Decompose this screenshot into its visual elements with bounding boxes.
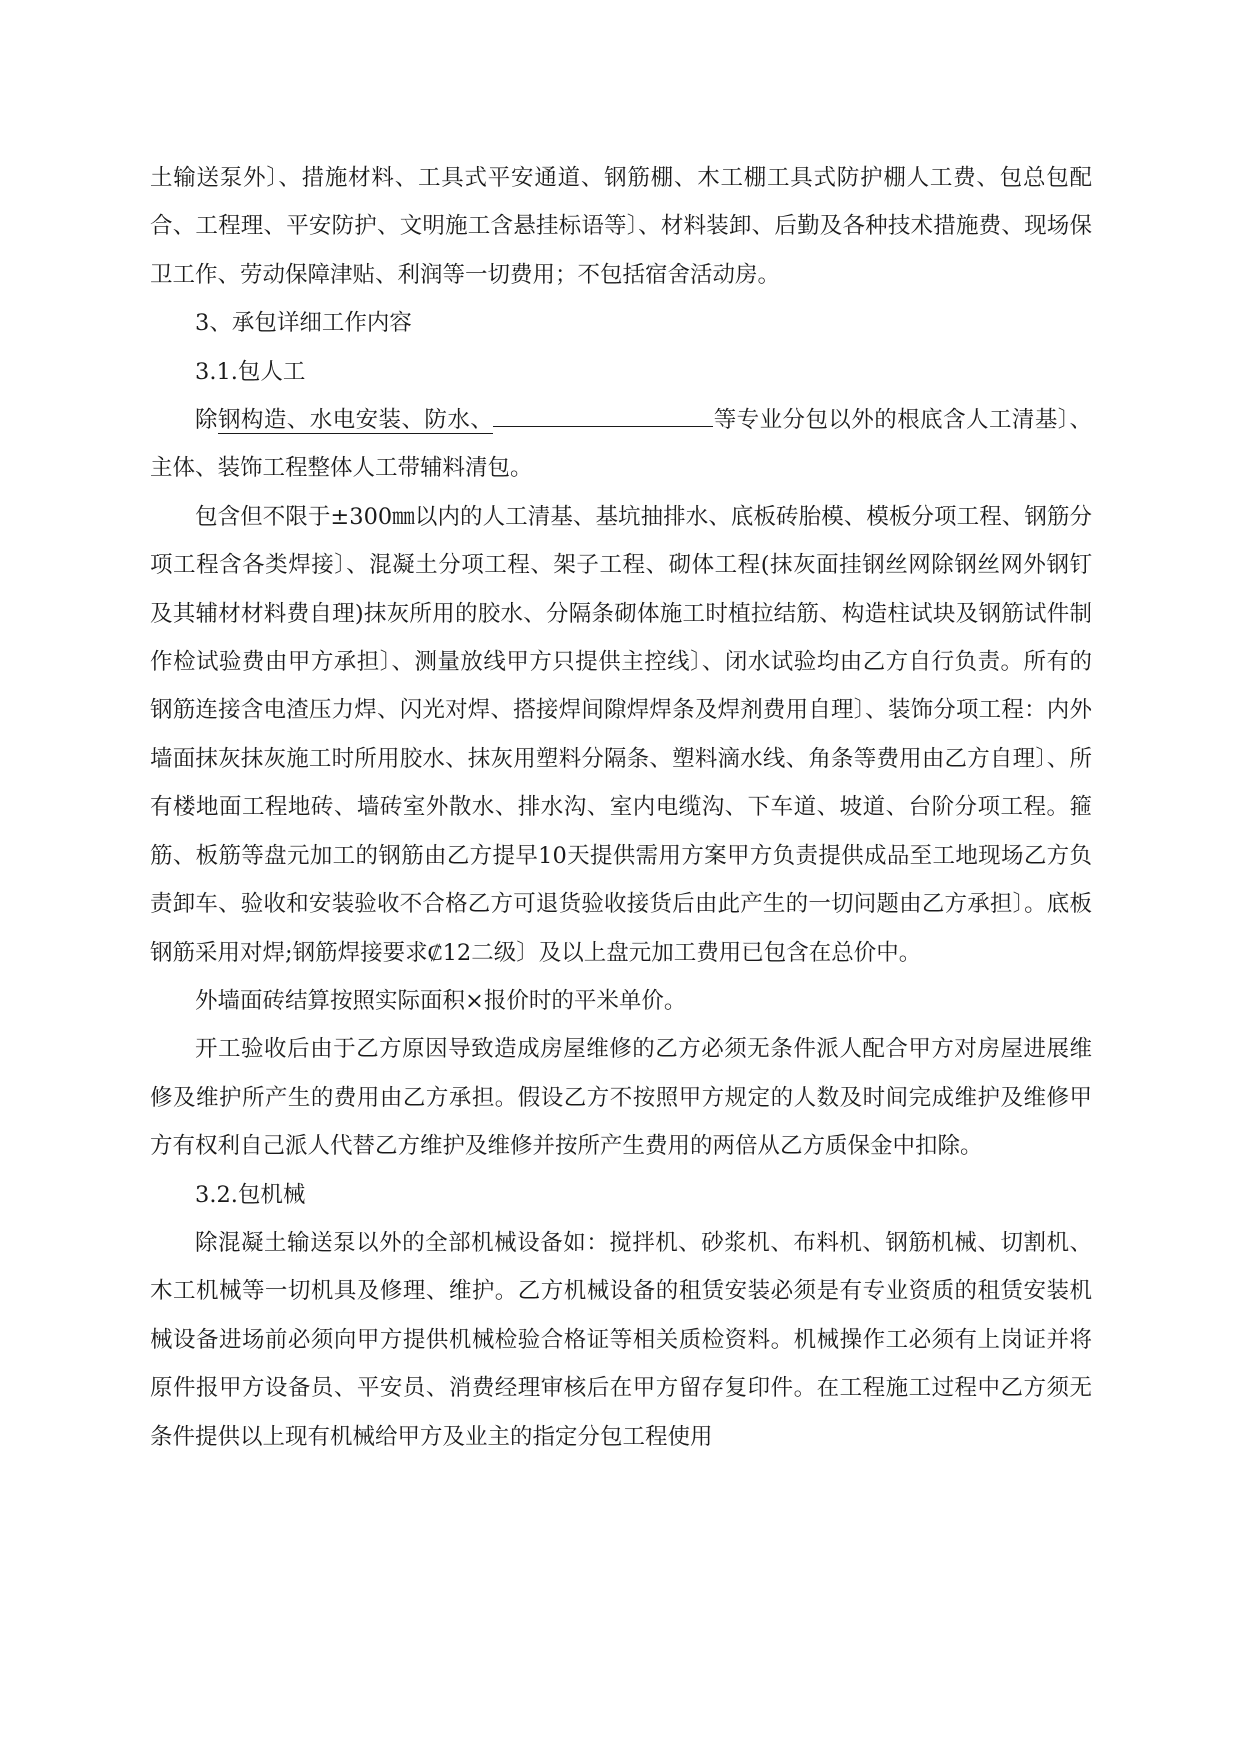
paragraph-1: 土输送泵外〕、措施材料、工具式平安通道、钢筋棚、木工棚工具式防护棚人工费、包总包配合、工程理、平安防护、文明施工含悬挂标语等〕、材料装卸、后勤及各种技术措施费、现场保卫工作、劳动保障津贴、利润等一切费用；不包括宿舍活动房。: [150, 165, 1092, 288]
paragraph-2: [150, 396, 1092, 493]
paragraph-5: 开工验收后由于乙方原因导致造成房屋维修的乙方必须无条件派人配合甲方对房屋进展维修及维护所产生的费用由乙方承担。假设乙方不按照甲方规定的人数及时间完成维护及维修甲方有权利自己派人代替乙方维护及维修并按所产生费用的两倍从乙方质保金中扣除。: [150, 1036, 1092, 1160]
fill-in-blank: [493, 402, 713, 427]
paragraph-3: 包含但不限于±300㎜以内的人工清基、基坑抽排水、底板砖胎模、模板分项工程、钢筋分项工程含各类焊接〕、混凝土分项工程、架子工程、砌体工程(抹灰面挂钢丝网除钢丝网外钢钉及其辅材材料费自理)抹灰所用的胶水、分隔条砌体施工时植拉结筋、构造柱试块及钢筋试件制作检试验费由甲方承担〕、测量放线甲方只提供主控线〕、闭水试验均由乙方自行负责。所有的钢筋连接含电渣压力焊、闪光对焊、搭接焊间隙焊焊条及焊剂费用自理〕、装饰分项工程：内外墙面抹灰抹灰施工时所用胶水、抹灰用塑料分隔条、塑料滴水线、角条等费用由乙方自理〕、所有楼地面工程地砖、墙砖室外散水、排水沟、室内电缆沟、下车道、坡道、台阶分项工程。箍筋、板筋等盘元加工的钢筋由乙方提早10天提供需用方案甲方负责提供成品至工地现场乙方负责卸车、验收和安装验收不合格乙方可退货验收接货后由此产生的一切问题由乙方承担〕。底板钢筋采用对焊;钢筋焊接要求₡12二级〕及以上盘元加工费用已包含在总价中。: [150, 503, 1092, 966]
paragraph-2-rest: 等专业分包以外的根底含人工清基〕、主体、装饰工程整体人工带辅料清包。: [150, 407, 1092, 482]
document-body: [150, 154, 1092, 1461]
section-heading-3-1: 3.1.包人工: [195, 358, 306, 385]
underlined-subcontract-list: 钢构造、水电安装、防水、: [217, 407, 494, 434]
paragraph-2-start: 除: [195, 407, 218, 434]
section-heading-3: 3、承包详细工作内容: [195, 310, 412, 337]
paragraph-6: 除混凝土输送泵以外的全部机械设备如：搅拌机、砂浆机、布料机、钢筋机械、切割机、木工机械等一切机具及修理、维护。乙方机械设备的租赁安装必须是有专业资质的租赁安装机械设备进场前必须向甲方提供机械检验合格证等相关质检资料。机械操作工必须有上岗证并将原件报甲方设备员、平安员、消费经理审核后在甲方留存复印件。在工程施工过程中乙方须无条件提供以上现有机械给甲方及业主的指定分包工程使用: [150, 1229, 1092, 1450]
paragraph-4: 外墙面砖结算按照实际面积×报价时的平米单价。: [195, 987, 687, 1014]
section-heading-3-2: 3.2.包机械: [195, 1181, 306, 1208]
